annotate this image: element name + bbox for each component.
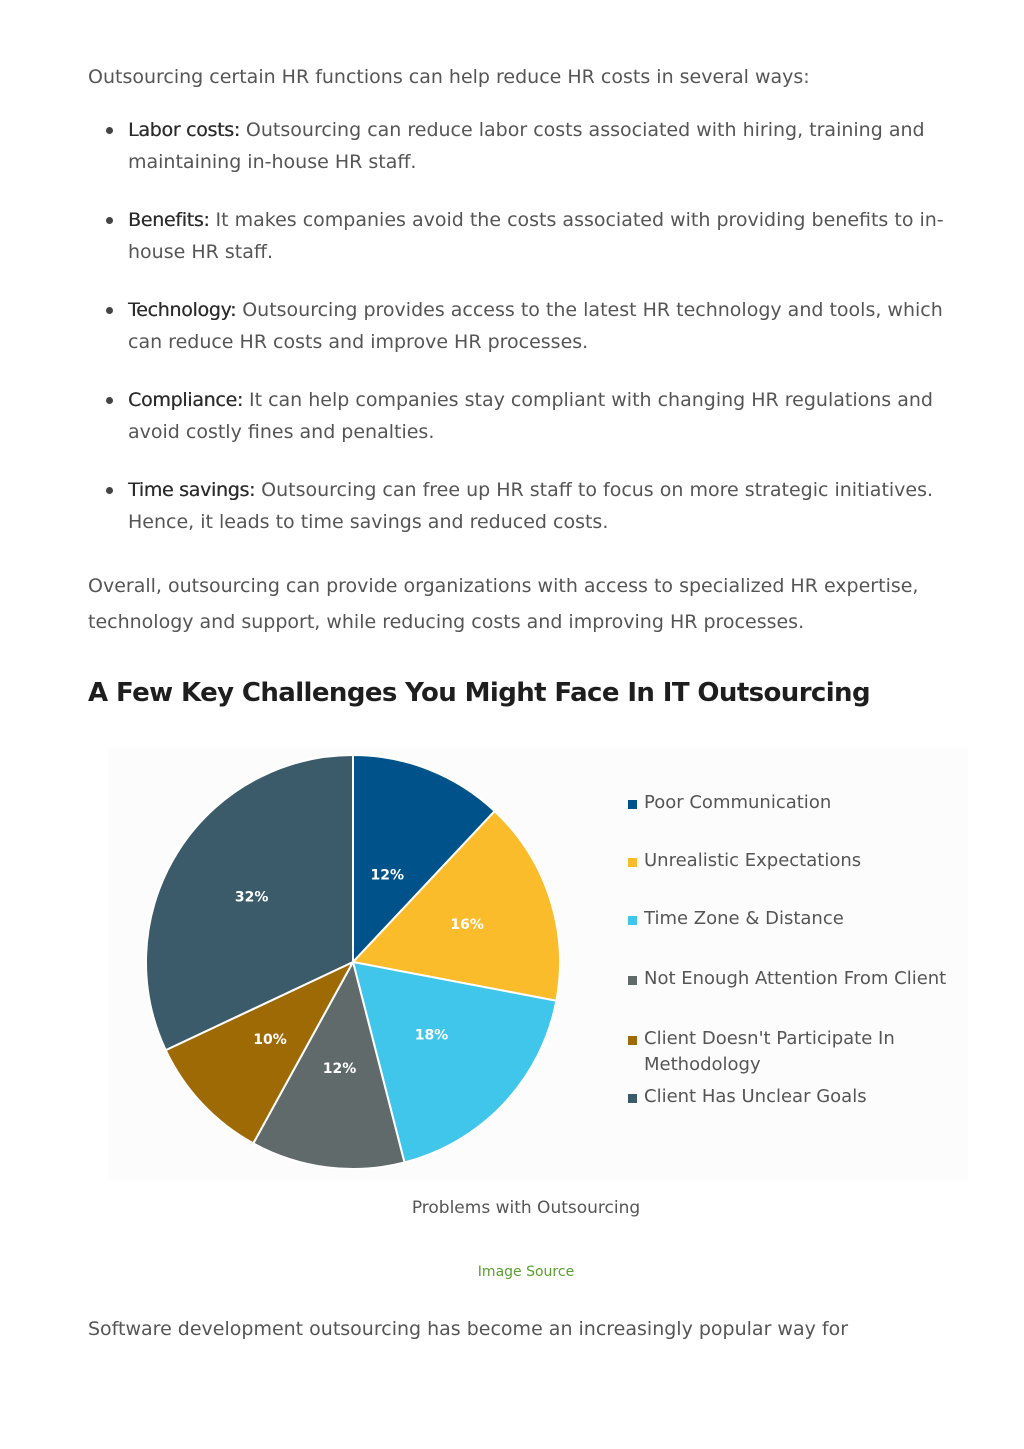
image-source-link[interactable]: Image Source — [477, 1264, 575, 1280]
pie-chart — [108, 748, 628, 1180]
section-heading: A Few Key Challenges You Might Face In IT Outsourcing — [88, 678, 870, 708]
legend-label: Not Enough Attention From Client — [644, 968, 947, 989]
legend-label: Poor Communication — [644, 792, 832, 813]
legend-item — [628, 1026, 948, 1078]
slice-value-label: 18% — [414, 1027, 449, 1044]
legend-item — [628, 790, 948, 816]
legend-swatch — [628, 1094, 637, 1103]
list-item-term: Technology: — [128, 299, 237, 321]
slice-value-label: 10% — [253, 1031, 287, 1048]
legend-swatch — [628, 800, 637, 809]
list-item-text: Outsourcing provides access to the latest HR technology and tools, which can reduce HR costs and improve HR processes. — [128, 299, 943, 353]
slice-value-label: 32% — [234, 889, 269, 906]
list-item — [128, 384, 968, 448]
legend-item — [628, 848, 948, 874]
legend-swatch — [628, 976, 637, 985]
slice-value-label: 12% — [322, 1060, 357, 1077]
list-item-term: Compliance: — [128, 389, 243, 411]
list-item-text: It can help companies stay compliant with changing HR regulations and avoid costly fines and penalties. — [128, 389, 933, 443]
overall-paragraph: Overall, outsourcing can provide organizations with access to specialized HR expertise, technology and support, while reducing costs and improving HR processes. — [88, 575, 919, 633]
list-item — [128, 474, 968, 538]
hr-cost-benefits-list — [88, 114, 968, 564]
legend-swatch — [628, 1036, 637, 1045]
legend-swatch — [628, 858, 637, 867]
legend-label: Client Has Unclear Goals — [644, 1086, 867, 1107]
list-item — [128, 114, 968, 178]
intro-paragraph: Outsourcing certain HR functions can help reduce HR costs in several ways: — [88, 66, 810, 88]
list-item-term: Benefits: — [128, 209, 210, 231]
list-item-term: Time savings: — [128, 479, 256, 501]
list-item-text: Outsourcing can reduce labor costs associated with hiring, training and maintaining in-house HR staff. — [128, 119, 925, 173]
legend-label: Unrealistic Expectations — [644, 850, 862, 871]
list-item — [128, 294, 968, 358]
trailing-paragraph: Software development outsourcing has become an increasingly popular way for — [88, 1318, 849, 1340]
legend-label: Time Zone & Distance — [644, 908, 844, 929]
pie-chart-figure — [108, 748, 968, 1180]
legend-swatch — [628, 916, 637, 925]
figure-caption: Problems with Outsourcing — [411, 1198, 641, 1218]
legend-item — [628, 966, 948, 992]
legend-item — [628, 906, 948, 932]
list-item-text: It makes companies avoid the costs associated with providing benefits to in-house HR staff. — [128, 209, 944, 263]
slice-value-label: 12% — [370, 867, 405, 884]
legend-item — [628, 1084, 948, 1110]
list-item-text: Outsourcing can free up HR staff to focus on more strategic initiatives. Hence, it leads to time savings and reduced costs. — [128, 479, 934, 533]
legend-label: Client Doesn't Participate In Methodology — [644, 1028, 895, 1075]
list-item — [128, 204, 968, 268]
slice-value-label: 16% — [450, 916, 484, 933]
list-item-term: Labor costs: — [128, 119, 240, 141]
